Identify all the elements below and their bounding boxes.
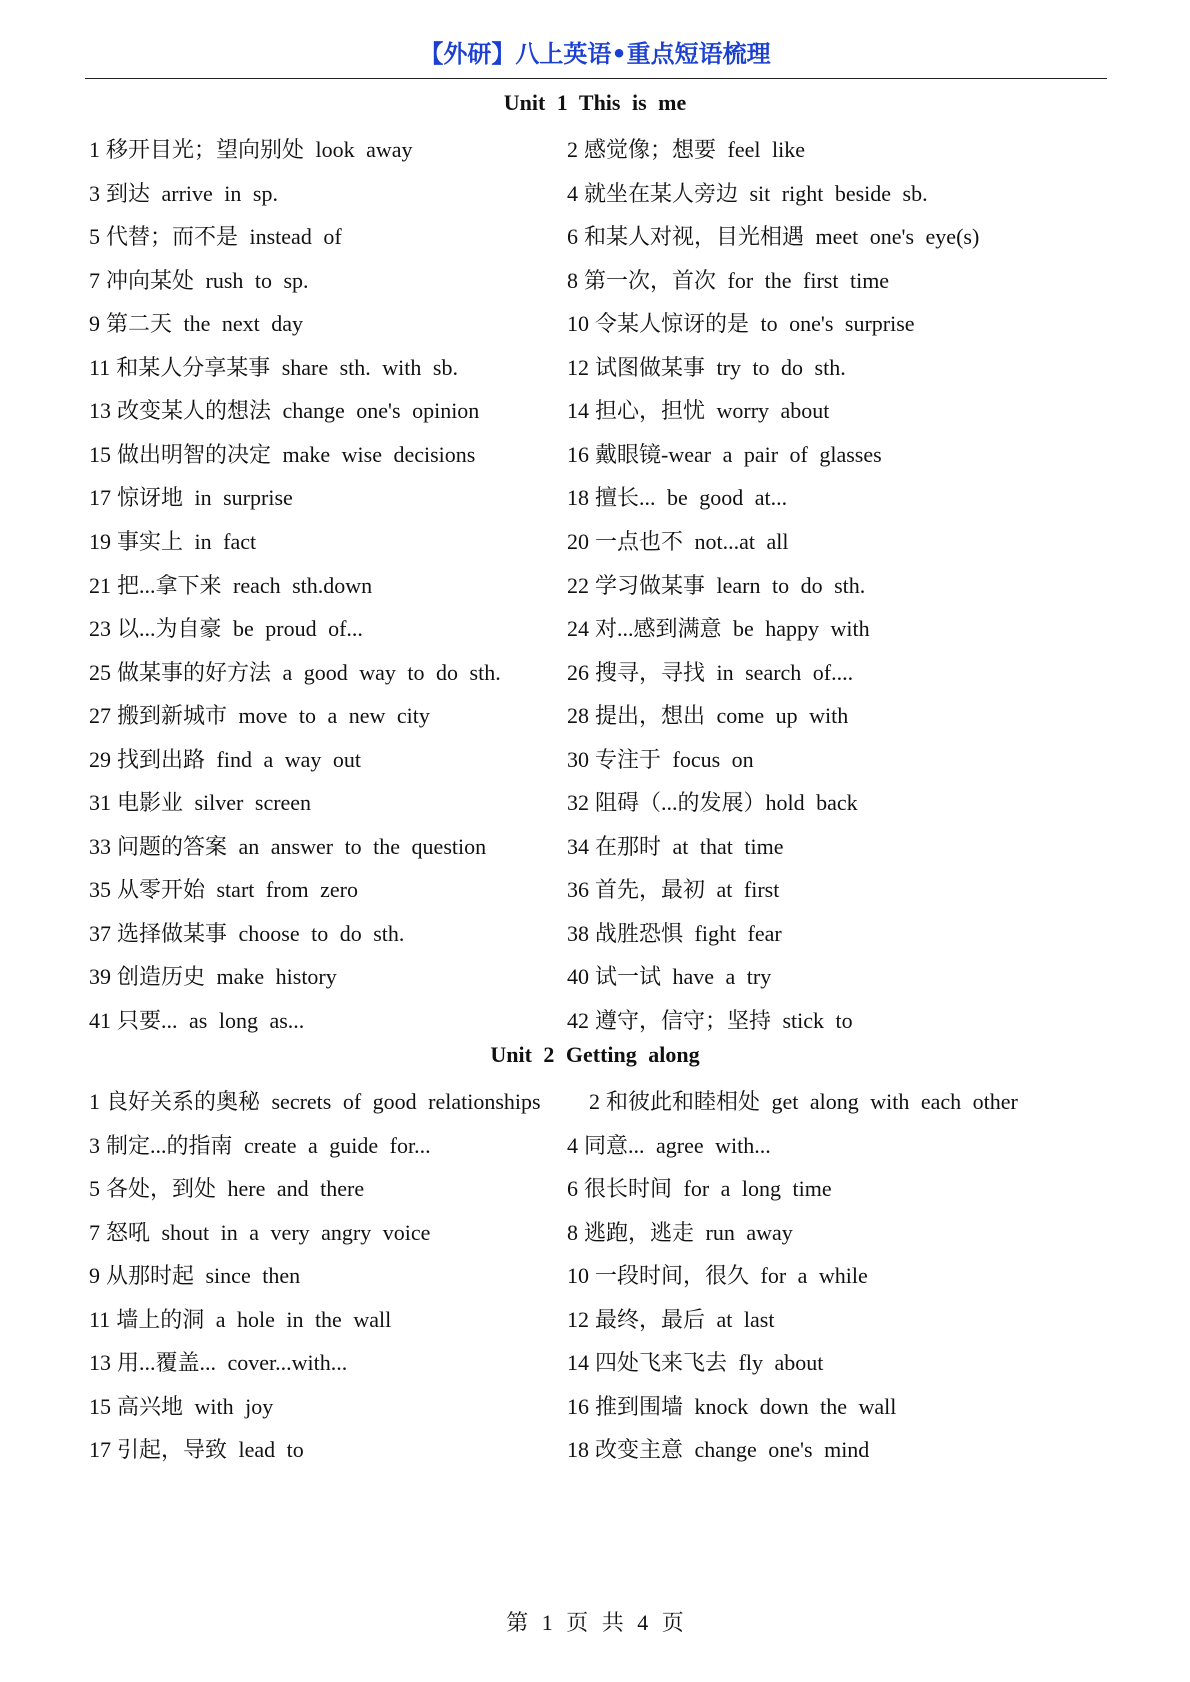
phrase-number: 17 [89,1437,111,1463]
phrase-text: 移开目光；望向别处 look away [106,137,413,162]
phrase-item [89,1209,430,1256]
phrase-number: 19 [89,528,111,554]
phrase-item [89,257,309,304]
phrase-text: 创造历史 make history [117,964,337,990]
phrase-text: 改变主意 change one's mind [595,1437,870,1463]
phrase-item [89,1296,391,1343]
phrase-item [567,736,754,783]
phrase-number: 12 [567,354,589,380]
phrase-text: 用...覆盖... cover...with... [117,1350,348,1376]
phrase-text: 令某人惊讶的是 to one's surprise [595,311,915,337]
phrase-text: 把...拿下来 reach sth.down [117,572,373,598]
phrase-item [89,605,363,652]
phrase-number: 3 [89,1132,100,1158]
phrase-item [567,910,782,957]
phrase-row [0,779,1190,826]
phrase-item [89,213,342,260]
phrase-number: 24 [567,616,589,642]
phrase-text: 首先，最初 at first [595,877,780,903]
phrase-text: 搬到新城市 move to a new city [117,703,430,729]
phrase-row [0,344,1190,391]
phrase-item [567,1165,832,1212]
phrase-text: 阻碍（...的发展）hold back [595,790,858,816]
phrase-row [0,953,1190,1000]
phrase-row [0,257,1190,304]
phrase-text: 戴眼镜-wear a pair of glasses [595,441,882,467]
phrase-number: 15 [89,441,111,467]
phrase-row [0,1122,1190,1169]
phrase-text: 推到围墙 knock down the wall [595,1393,897,1419]
phrase-item [89,1122,431,1169]
phrase-row [0,823,1190,870]
phrase-item [567,518,788,565]
phrase-text: 做出明智的决定 make wise decisions [117,441,476,467]
phrase-item [89,344,458,391]
unit-title: Unit 2 Getting along [490,1042,700,1067]
phrase-row [0,518,1190,565]
phrase-number: 27 [89,703,111,729]
phrase-number: 14 [567,398,589,424]
phrase-text: 学习做某事 learn to do sth. [595,572,866,598]
phrase-text: 事实上 in fact [117,528,257,554]
phrase-row [0,1339,1190,1386]
phrase-text: 战胜恐惧 fight fear [595,920,782,946]
phrase-item [567,213,979,260]
phrase-item [89,692,430,739]
phrase-number: 4 [567,1132,578,1158]
phrase-item [89,431,475,478]
phrase-item [567,1122,771,1169]
phrase-number: 11 [89,354,111,380]
phrase-row [0,170,1190,217]
phrase-text: 对...感到满意 be happy with [595,616,870,642]
phrase-text: 从那时起 since then [106,1263,301,1289]
phrase-text: 逃跑，逃走 run away [584,1219,793,1245]
phrase-item [567,649,853,696]
phrase-item [89,518,256,565]
phrase-number: 40 [567,964,589,990]
phrase-text: 代替；而不是 instead of [106,224,342,250]
phrase-item [89,300,303,347]
phrase-text: 制定...的指南 create a guide for... [106,1132,431,1158]
phrase-item [89,649,501,696]
phrase-number: 35 [89,877,111,903]
phrase-number: 42 [567,1008,589,1033]
phrase-item [89,126,413,173]
phrase-number: 38 [567,920,589,946]
unit-title: Unit 1 This is me [503,90,687,115]
phrase-row [0,1383,1190,1430]
phrase-item [567,126,805,173]
phrase-item [89,387,479,434]
phrase-text: 试图做某事 try to do sth. [595,354,846,380]
phrase-number: 4 [567,180,578,206]
phrase-number: 29 [89,746,111,772]
phrase-item [567,1296,774,1343]
phrase-item [567,779,858,826]
phrase-number: 5 [89,224,100,250]
phrase-text: 惊讶地 in surprise [117,485,293,511]
phrase-number: 32 [567,790,589,816]
phrase-row [0,866,1190,913]
phrase-text: 高兴地 with joy [117,1393,274,1419]
phrase-item [567,431,882,478]
phrase-row [0,1296,1190,1343]
document-title: 【外研】八上英语•重点短语梳理 [419,40,771,68]
phrase-number: 12 [567,1306,589,1332]
phrase-number: 30 [567,746,589,772]
phrase-text: 感觉像；想要 feel like [584,137,805,162]
phrase-number: 13 [89,1350,111,1376]
phrase-row [0,649,1190,696]
phrase-text: 选择做某事 choose to do sth. [117,920,405,946]
phrase-number: 9 [89,1263,100,1289]
phrase-item [567,823,783,870]
phrase-text: 四处飞来飞去 fly about [595,1350,824,1376]
phrase-number: 22 [567,572,589,598]
phrase-number: 9 [89,311,100,337]
phrase-number: 13 [89,398,111,424]
phrase-number: 14 [567,1350,589,1376]
phrase-item [567,257,889,304]
phrase-row [0,605,1190,652]
phrase-row [0,692,1190,739]
phrase-number: 17 [89,485,111,511]
phrase-number: 10 [567,311,589,337]
phrase-item [567,562,865,609]
phrase-item [89,1339,347,1386]
phrase-item [89,1078,541,1125]
phrase-text: 擅长... be good at... [595,485,788,511]
phrase-item [567,1339,823,1386]
phrase-row [0,431,1190,478]
phrase-row [0,474,1190,521]
phrase-row [0,1165,1190,1212]
phrase-row [0,1426,1190,1473]
phrase-text: 引起，导致 lead to [117,1437,304,1463]
phrase-item [89,779,311,826]
phrase-number: 39 [89,964,111,990]
phrase-item [567,1426,869,1473]
phrase-text: 提出，想出 come up with [595,703,849,729]
phrase-number: 21 [89,572,111,598]
phrase-item [89,910,404,957]
phrase-item [89,1252,300,1299]
phrase-number: 20 [567,528,589,554]
phrase-item [89,170,278,217]
phrase-text: 专注于 focus on [595,746,754,772]
phrase-item [89,866,358,913]
phrase-item [567,605,870,652]
phrase-number: 7 [89,267,100,293]
phrase-text: 各处，到处 here and there [106,1176,365,1202]
phrase-text: 就坐在某人旁边 sit right beside sb. [584,180,928,206]
phrase-number: 6 [567,224,578,250]
phrase-text: 改变某人的想法 change one's opinion [117,398,480,424]
phrase-number: 3 [89,180,100,206]
phrase-number: 8 [567,1219,578,1245]
phrase-number: 26 [567,659,589,685]
phrase-row [0,736,1190,783]
phrase-item [567,692,848,739]
phrase-row [0,562,1190,609]
phrase-row [0,387,1190,434]
phrase-number: 2 [589,1089,600,1114]
phrase-row [0,300,1190,347]
phrase-row [0,1252,1190,1299]
phrase-text: 同意... agree with... [584,1132,771,1158]
phrase-item [567,1252,868,1299]
phrase-text: 做某事的好方法 a good way to do sth. [117,659,501,685]
phrase-number: 18 [567,1437,589,1463]
phrase-text: 一点也不 not...at all [595,528,789,554]
phrase-item [89,1426,304,1473]
phrase-number: 34 [567,833,589,859]
phrase-text: 良好关系的奥秘 secrets of good relationships [106,1089,541,1114]
phrase-item [567,953,771,1000]
phrase-text: 到达 arrive in sp. [106,180,278,206]
phrase-number: 28 [567,703,589,729]
phrase-number: 16 [567,1393,589,1419]
phrase-item [567,1383,896,1430]
phrase-number: 41 [89,1008,111,1033]
phrase-item [567,997,853,1044]
phrase-text: 墙上的洞 a hole in the wall [116,1306,392,1332]
phrase-text: 从零开始 start from zero [117,877,358,903]
phrase-text: 搜寻，寻找 in search of.... [595,659,854,685]
phrase-item [89,953,337,1000]
phrase-item [89,823,486,870]
phrase-item [567,866,779,913]
page-number: 第 1 页 共 4 页 [506,1610,684,1635]
phrase-text: 和彼此和睦相处 get along with each other [606,1089,1018,1114]
phrase-row [0,213,1190,260]
phrase-text: 只要... as long as... [117,1008,305,1033]
phrase-number: 7 [89,1219,100,1245]
phrase-item [567,474,787,521]
phrase-item [567,170,928,217]
phrase-text: 和某人分享某事 share sth. with sb. [116,354,458,380]
phrase-text: 在那时 at that time [595,833,784,859]
phrase-number: 8 [567,267,578,293]
phrase-number: 5 [89,1176,100,1202]
phrase-item [89,736,361,783]
phrase-number: 37 [89,920,111,946]
phrase-text: 一段时间，很久 for a while [595,1263,868,1289]
phrase-item [567,300,915,347]
phrase-item [567,344,846,391]
phrase-item [89,474,293,521]
header-divider [85,78,1107,79]
phrase-number: 10 [567,1263,589,1289]
phrase-number: 25 [89,659,111,685]
phrase-number: 16 [567,441,589,467]
phrase-number: 1 [89,137,100,162]
phrase-text: 找到出路 find a way out [117,746,361,772]
phrase-number: 33 [89,833,111,859]
phrase-text: 第二天 the next day [106,311,304,337]
phrase-row [0,910,1190,957]
phrase-text: 以...为自豪 be proud of... [117,616,363,642]
phrase-item [589,1078,1018,1125]
phrase-row [0,1209,1190,1256]
phrase-item [89,562,372,609]
phrase-text: 试一试 have a try [595,964,772,990]
phrase-number: 36 [567,877,589,903]
phrase-number: 1 [89,1089,100,1114]
phrase-number: 11 [89,1306,111,1332]
phrase-number: 18 [567,485,589,511]
phrase-row [0,126,1190,173]
phrase-number: 15 [89,1393,111,1419]
phrase-item [567,387,829,434]
phrase-text: 最终，最后 at last [595,1306,775,1332]
phrase-number: 2 [567,137,578,162]
phrase-text: 冲向某处 rush to sp. [106,267,309,293]
phrase-item [567,1209,793,1256]
phrase-item [89,1383,273,1430]
phrase-text: 担心，担忧 worry about [595,398,830,424]
phrase-row [0,1078,1190,1125]
phrase-number: 23 [89,616,111,642]
phrase-text: 和某人对视，目光相遇 meet one's eye(s) [584,224,980,250]
phrase-item [89,1165,364,1212]
phrase-item [89,997,304,1044]
phrase-text: 问题的答案 an answer to the question [117,833,487,859]
phrase-text: 遵守，信守；坚持 stick to [595,1008,853,1033]
phrase-number: 31 [89,790,111,816]
phrase-text: 很长时间 for a long time [584,1176,832,1202]
phrase-number: 6 [567,1176,578,1202]
phrase-row [0,997,1190,1044]
phrase-text: 第一次，首次 for the first time [584,267,890,293]
phrase-text: 电影业 silver screen [117,790,312,816]
phrase-text: 怒吼 shout in a very angry voice [106,1219,431,1245]
